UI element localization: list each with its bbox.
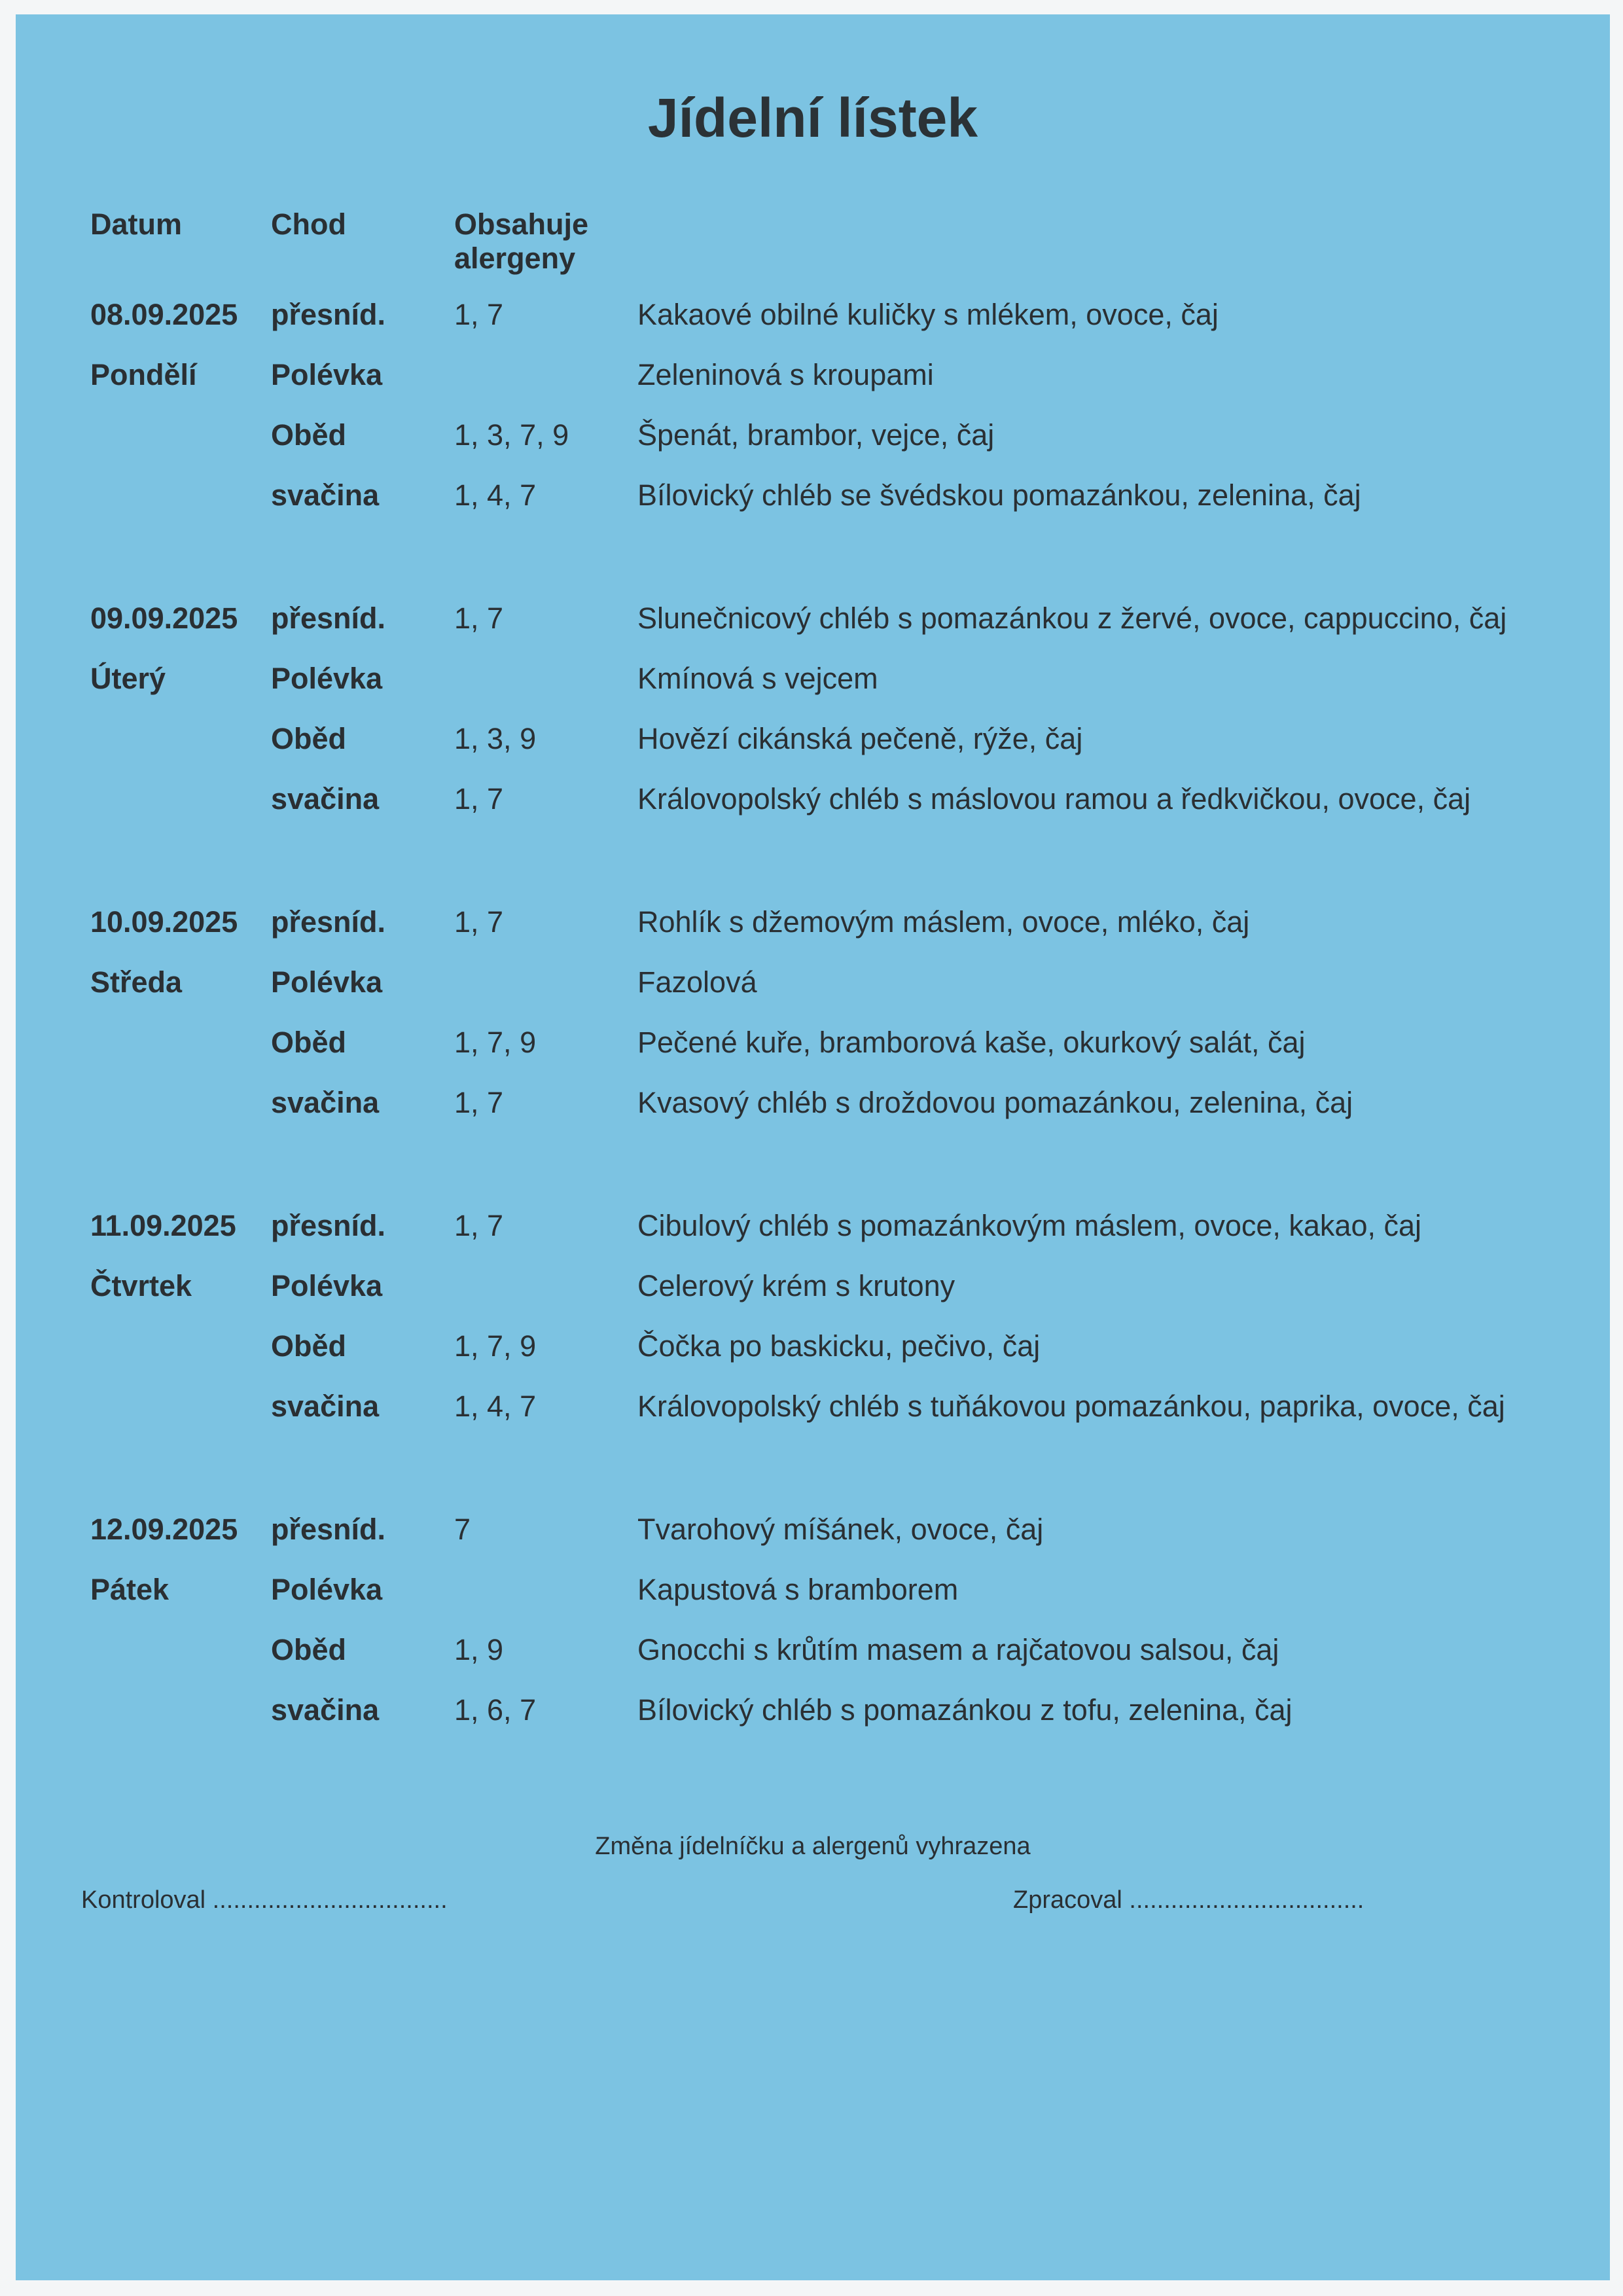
day-weekday: Čtvrtek — [90, 1269, 192, 1302]
meal-course: svačina — [271, 1086, 380, 1119]
day-date: 08.09.2025 — [90, 298, 238, 331]
meal-course: Polévka — [271, 662, 383, 695]
meal-allergens: 1, 4, 7 — [454, 1390, 537, 1423]
meal-course: Polévka — [271, 1573, 383, 1606]
day-date: 11.09.2025 — [90, 1209, 236, 1242]
meal-allergens: 1, 7, 9 — [454, 1026, 537, 1059]
meal-allergens: 7 — [454, 1513, 471, 1546]
meal-allergens: 1, 7, 9 — [454, 1329, 537, 1363]
day-weekday: Pondělí — [90, 358, 197, 391]
day-weekday: Středa — [90, 965, 183, 999]
meal-dish: Gnocchi s krůtím masem a rajčatovou salsou, čaj — [637, 1633, 1279, 1666]
meal-dish: Bílovický chléb se švédskou pomazánkou, zelenina, čaj — [637, 478, 1361, 512]
meal-course: svačina — [271, 1390, 380, 1423]
header-allergens-line1: Obsahuje — [454, 207, 589, 241]
meal-dish: Kapustová s bramborem — [637, 1573, 959, 1606]
meal-course: svačina — [271, 782, 380, 816]
meal-course: Polévka — [271, 1269, 383, 1302]
meal-allergens: 1, 4, 7 — [454, 478, 537, 512]
meal-dish: Kakaové obilné kuličky s mlékem, ovoce, čaj — [637, 298, 1219, 331]
meal-dish: Zeleninová s kroupami — [637, 358, 934, 391]
meal-allergens: 1, 9 — [454, 1633, 504, 1666]
meal-course: svačina — [271, 478, 380, 512]
header-date: Datum — [90, 207, 183, 241]
meal-allergens: 1, 7 — [454, 1209, 504, 1242]
footer-note: Změna jídelníčku a alergenů vyhrazena — [595, 1833, 1031, 1860]
meal-allergens: 1, 7 — [454, 782, 504, 816]
meal-course: přesníd. — [271, 1209, 386, 1242]
meal-dish: Čočka po baskicku, pečivo, čaj — [637, 1329, 1041, 1363]
day-weekday: Pátek — [90, 1573, 169, 1606]
day-date: 09.09.2025 — [90, 601, 238, 635]
meal-course: Oběd — [271, 418, 347, 452]
meal-dish: Královopolský chléb s máslovou ramou a ředkvičkou, ovoce, čaj — [637, 782, 1471, 816]
meal-allergens: 1, 3, 7, 9 — [454, 418, 569, 452]
meal-allergens: 1, 3, 9 — [454, 722, 537, 755]
meal-dish: Rohlík s džemovým máslem, ovoce, mléko, čaj — [637, 905, 1250, 939]
day-date: 10.09.2025 — [90, 905, 238, 939]
meal-allergens: 1, 7 — [454, 905, 504, 939]
meal-dish: Kmínová s vejcem — [637, 662, 878, 695]
meal-course: Oběd — [271, 1026, 347, 1059]
meal-dish: Pečené kuře, bramborová kaše, okurkový salát, čaj — [637, 1026, 1306, 1059]
meal-allergens: 1, 6, 7 — [454, 1693, 537, 1727]
meal-course: Oběd — [271, 1329, 347, 1363]
meal-course: svačina — [271, 1693, 380, 1727]
meal-dish: Bílovický chléb s pomazánkou z tofu, zelenina, čaj — [637, 1693, 1293, 1727]
header-course: Chod — [271, 207, 346, 241]
meal-dish: Cibulový chléb s pomazánkovým máslem, ovoce, kakao, čaj — [637, 1209, 1422, 1242]
meal-dish: Špenát, brambor, vejce, čaj — [637, 418, 995, 452]
meal-course: přesníd. — [271, 298, 386, 331]
meal-course: přesníd. — [271, 601, 386, 635]
meal-dish: Hovězí cikánská pečeně, rýže, čaj — [637, 722, 1083, 755]
day-date: 12.09.2025 — [90, 1513, 238, 1546]
processed-by-line: Zpracoval .................................. — [1013, 1886, 1364, 1914]
meal-course: Polévka — [271, 358, 383, 391]
meal-dish: Celerový krém s krutony — [637, 1269, 955, 1302]
meal-dish: Fazolová — [637, 965, 757, 999]
checked-by-line: Kontroloval .................................. — [81, 1886, 448, 1914]
header-allergens-line2: alergeny — [454, 242, 576, 275]
meal-course: Oběd — [271, 722, 347, 755]
meal-allergens: 1, 7 — [454, 601, 504, 635]
meal-course: přesníd. — [271, 905, 386, 939]
meal-allergens: 1, 7 — [454, 298, 504, 331]
meal-dish: Tvarohový míšánek, ovoce, čaj — [637, 1513, 1044, 1546]
meal-dish: Královopolský chléb s tuňákovou pomazánkou, paprika, ovoce, čaj — [637, 1390, 1505, 1423]
meal-allergens: 1, 7 — [454, 1086, 504, 1119]
meal-course: Oběd — [271, 1633, 347, 1666]
meal-course: přesníd. — [271, 1513, 386, 1546]
page-title: Jídelní lístek — [647, 87, 978, 149]
menu-sheet — [16, 14, 1610, 2280]
meal-dish: Kvasový chléb s droždovou pomazánkou, zelenina, čaj — [637, 1086, 1353, 1119]
meal-dish: Slunečnicový chléb s pomazánkou z žervé, ovoce, cappuccino, čaj — [637, 601, 1507, 635]
meal-course: Polévka — [271, 965, 383, 999]
day-weekday: Úterý — [90, 662, 166, 695]
